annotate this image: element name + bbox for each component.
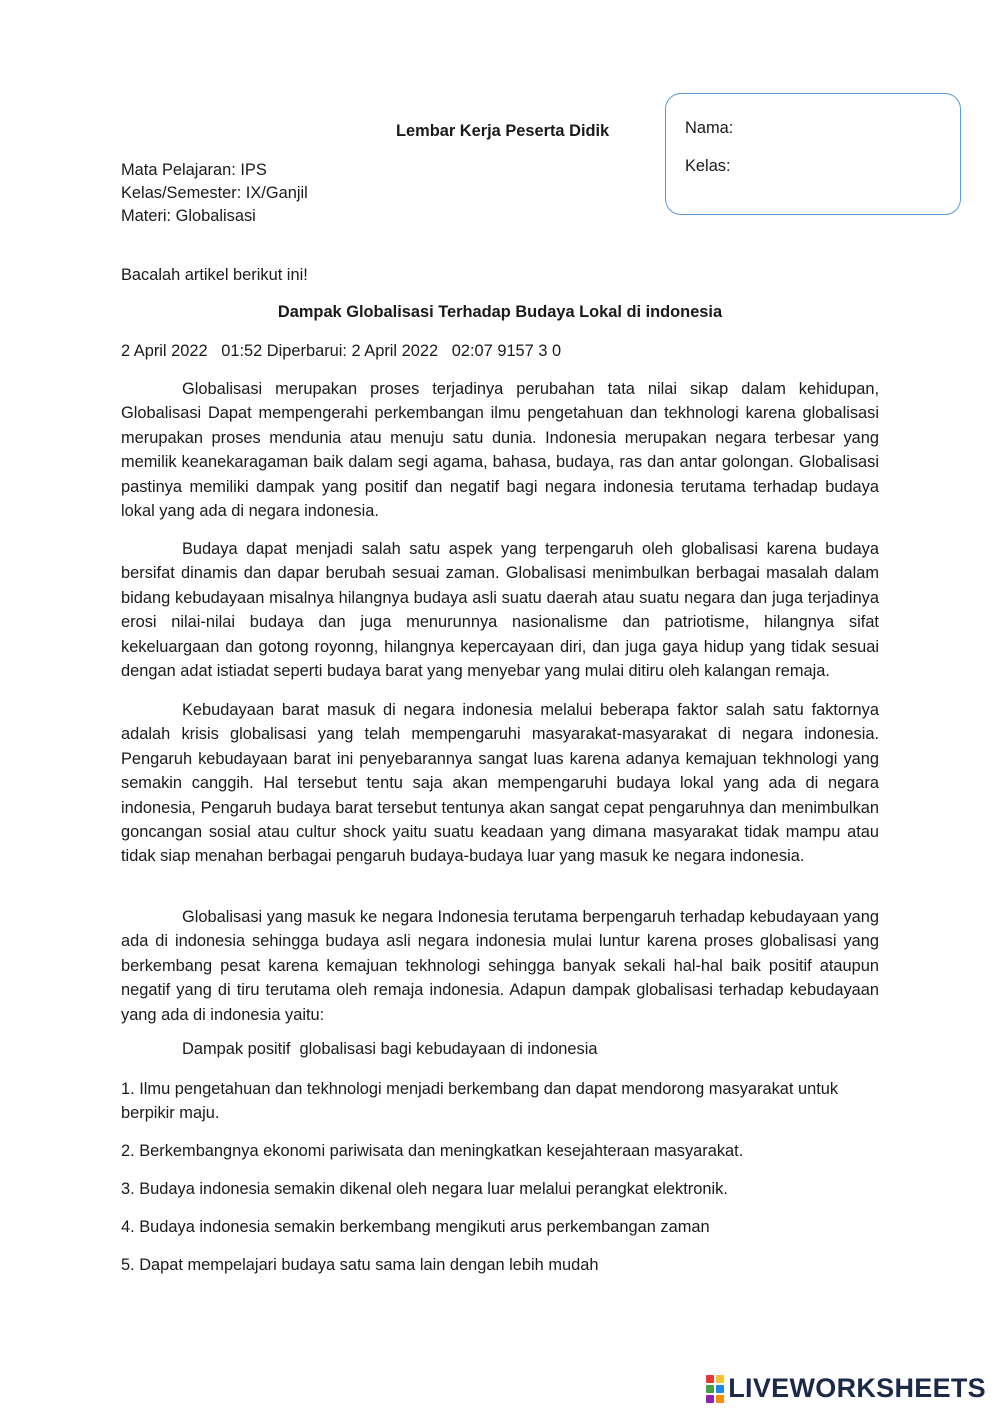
logo-block	[716, 1385, 724, 1393]
class-label: Kelas:	[685, 157, 731, 175]
material-line: Materi: Globalisasi	[121, 207, 256, 225]
positive-impact-heading	[121, 1040, 879, 1059]
article-paragraph	[121, 905, 879, 1027]
article-dateline: 2 April 2022 01:52 Diperbarui: 2 April 2022 02:07 9157 3 0	[121, 342, 562, 360]
positive-heading-text: Dampak positif globalisasi bagi kebudayaan di indonesia	[182, 1040, 598, 1058]
subject-line: Mata Pelajaran: IPS	[121, 161, 267, 179]
instruction: Bacalah artikel berikut ini!	[121, 266, 308, 284]
brand-name: LIVEWORKSHEETS	[728, 1373, 986, 1403]
student-info-box	[665, 93, 961, 215]
logo-block	[706, 1385, 714, 1393]
paragraph-text: Budaya dapat menjadi salah satu aspek yang terpengaruh oleh globalisasi karena budaya bersifat dinamis dan dapar berubah sesuai zaman. Globalisasi menimbulkan berbagai masalah dalam bidang kebudayaan misalnya hilangnya budaya asli suatu daerah atau suatu negara dan juga terjadinya erosi nilai-nilai budaya dan juga menurunnya nasionalisme dan patriotisme, hilangnya sifat kekeluargaan dan gotong royonng, hilangnya kepercayaan diri, dan juga gaya hidup yang tidak sesuai dengan adat istiadat seperti budaya barat yang menyebar yang mulai ditiru oleh kalangan remaja.	[121, 540, 879, 681]
paragraph-text: Globalisasi merupakan proses terjadinya perubahan tata nilai sikap dalam kehidupan, Globalisasi Dapat mempengerahi perkembangan ilmu pengetahuan dan tekhnologi karena globalisasi merupakan proses mendunia atau menuju satu dunia. Indonesia merupakan negara terbesar yang memilik keanekaragaman baik dalam segi agama, bahasa, budaya, ras dan antar golongan. Globalisasi pastinya memiliki dampak yang positif dan negatif bagi negara indonesia terutama terhadap budaya lokal yang ada di negara indonesia.	[121, 380, 879, 521]
list-item: 1. Ilmu pengetahuan dan tekhnologi menjadi berkembang dan dapat mendorong masyarakat untuk berpikir maju.	[121, 1080, 839, 1123]
article-title: Dampak Globalisasi Terhadap Budaya Lokal di indonesia	[277, 303, 723, 321]
class-semester-line: Kelas/Semester: IX/Ganjil	[121, 184, 308, 202]
liveworksheets-logo-icon	[706, 1375, 724, 1403]
list-item: 3. Budaya indonesia semakin dikenal oleh negara luar melalui perangkat elektronik.	[121, 1180, 728, 1198]
list-item: 2. Berkembangnya ekonomi pariwisata dan meningkatkan kesejahteraan masyarakat.	[121, 1142, 744, 1160]
list-item: 4. Budaya indonesia semakin berkembang mengikuti arus perkembangan zaman	[121, 1218, 710, 1236]
article-paragraph	[121, 698, 879, 869]
logo-block	[706, 1375, 714, 1383]
logo-block	[706, 1395, 714, 1403]
logo-block	[716, 1395, 724, 1403]
page-title: Lembar Kerja Peserta Didik	[396, 122, 610, 140]
liveworksheets-logo[interactable]	[706, 1373, 986, 1404]
article-paragraph	[121, 377, 879, 523]
article-paragraph	[121, 537, 879, 683]
paragraph-text: Kebudayaan barat masuk di negara indonesia melalui beberapa faktor salah satu faktornya adalah krisis globalisasi yang telah mempengaruhi masyarakat-masyarakat di negara indonesia. Pengaruh kebudayaan barat ini penyebarannya sangat luas karena adanya kemajuan tekhnologi yang semakin canggih. Hal tersebut tentu saja akan mempengaruhi budaya lokal yang ada di negara indonesia, Pengaruh budaya barat tersebut tentunya akan sangat cepat pengaruhnya dan menimbulkan goncangan sosial atau cultur shock yaitu suatu keadaan yang dimana masyarakat tidak mampu atau tidak siap menahan berbagai pengaruh budaya-budaya luar yang masuk ke negara indonesia.	[121, 701, 879, 866]
name-label: Nama:	[685, 119, 734, 137]
list-item: 5. Dapat mempelajari budaya satu sama lain dengan lebih mudah	[121, 1256, 599, 1274]
paragraph-text: Globalisasi yang masuk ke negara Indonesia terutama berpengaruh terhadap kebudayaan yang ada di indonesia sehingga budaya asli negara indonesia mulai luntur karena proses globalisasi yang berkembang pesat karena kemajuan tekhnologi sehingga banyak sekali hal-hal baik positif ataupun negatif yang di tiru terutama oleh remaja indonesia. Adapun dampak globalisasi terhadap kebudayaan yang ada di indonesia yaitu:	[121, 908, 879, 1024]
logo-block	[716, 1375, 724, 1383]
